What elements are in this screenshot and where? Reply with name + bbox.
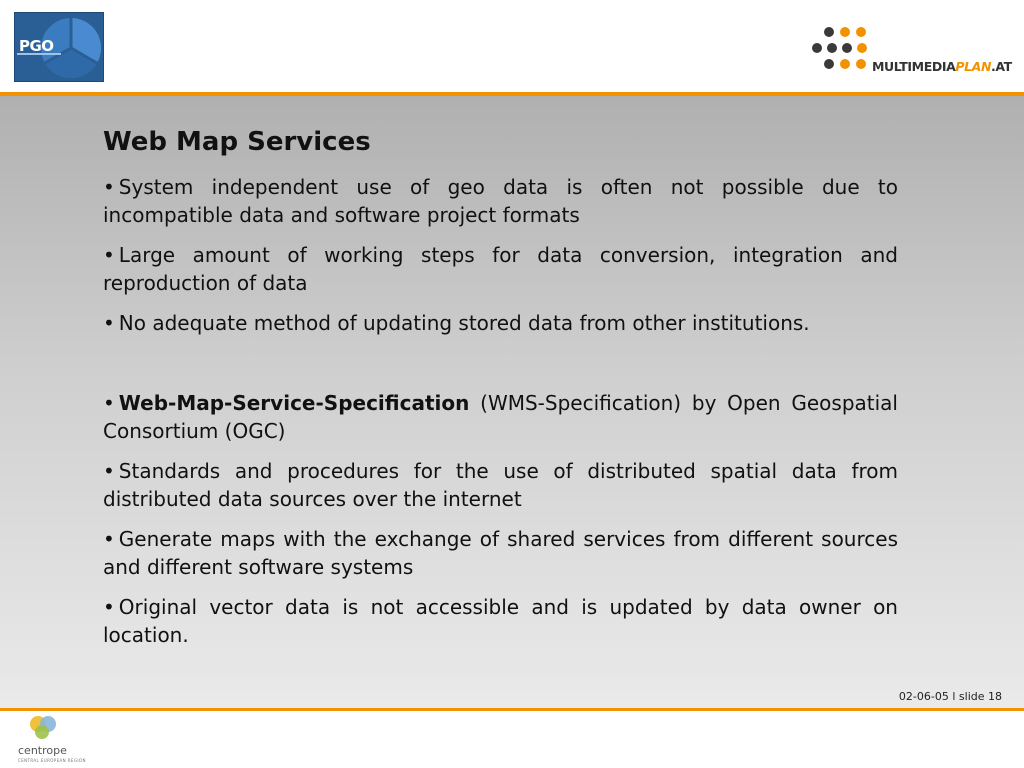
- logo-dot: [842, 43, 852, 53]
- bullet-paragraph: [103, 389, 898, 445]
- logo-dot: [812, 43, 822, 53]
- centrope-logo-graphic: [14, 714, 74, 744]
- group-spacer: [103, 349, 898, 389]
- bullet-text: (WMS-Specification) by Open Geospatial Consortium (OGC): [103, 391, 898, 443]
- centrope-wordmark: centrope: [18, 744, 67, 757]
- wordmark-prefix: MULTIMEDIA: [872, 59, 956, 74]
- pgo-logo: [14, 12, 104, 82]
- bullet-marker: •: [103, 243, 115, 267]
- pgo-logo-text: PGO: [19, 37, 54, 55]
- logo-dot: [827, 43, 837, 53]
- bullet-paragraph: [103, 241, 898, 297]
- multimediaplan-wordmark: [872, 59, 1012, 74]
- bullet-text: No adequate method of updating stored data from other institutions.: [118, 311, 810, 335]
- slide-date-number: 02-06-05 l slide 18: [898, 690, 1002, 703]
- wordmark-accent: PLAN: [955, 59, 992, 74]
- logo-dot: [857, 43, 867, 53]
- bullet-text: Large amount of working steps for data conversion, integration and reproduction of data: [103, 243, 898, 295]
- bullet-group-wms: [103, 389, 898, 649]
- slide-body: [103, 173, 898, 661]
- bullet-marker: •: [103, 527, 115, 551]
- bullet-paragraph: [103, 457, 898, 513]
- bullet-paragraph: [103, 525, 898, 581]
- bullet-paragraph: [103, 593, 898, 649]
- logo-dot: [840, 59, 850, 69]
- centrope-logo: [14, 714, 86, 766]
- wordmark-suffix: .AT: [991, 59, 1012, 74]
- bullet-paragraph: [103, 173, 898, 229]
- multimediaplan-logo: [812, 25, 1012, 75]
- slide-header: [0, 0, 1024, 92]
- bullet-marker: •: [103, 175, 115, 199]
- bullet-text: System independent use of geo data is often not possible due to incompatible data and software project formats: [103, 175, 898, 227]
- bullet-emphasis: Web-Map-Service-Specification: [118, 391, 470, 415]
- bullet-group-problems: [103, 173, 898, 337]
- logo-dot: [824, 59, 834, 69]
- bullet-marker: •: [103, 595, 115, 619]
- logo-dot: [824, 27, 834, 37]
- bullet-paragraph: [103, 309, 898, 337]
- bullet-text: Original vector data is not accessible and is updated by data owner on location.: [103, 595, 898, 647]
- logo-dot: [856, 59, 866, 69]
- slide-title: Web Map Services: [103, 127, 371, 157]
- bullet-marker: •: [103, 459, 115, 483]
- centrope-tagline: CENTRAL EUROPEAN REGION: [18, 758, 86, 763]
- bullet-marker: •: [103, 311, 115, 335]
- logo-dot: [856, 27, 866, 37]
- bullet-text: Generate maps with the exchange of shared services from different sources and different software systems: [103, 527, 898, 579]
- footer-divider: [0, 708, 1024, 711]
- logo-dot: [840, 27, 850, 37]
- bullet-marker: •: [103, 391, 115, 415]
- bullet-text: Standards and procedures for the use of distributed spatial data from distributed data sources over the internet: [103, 459, 898, 511]
